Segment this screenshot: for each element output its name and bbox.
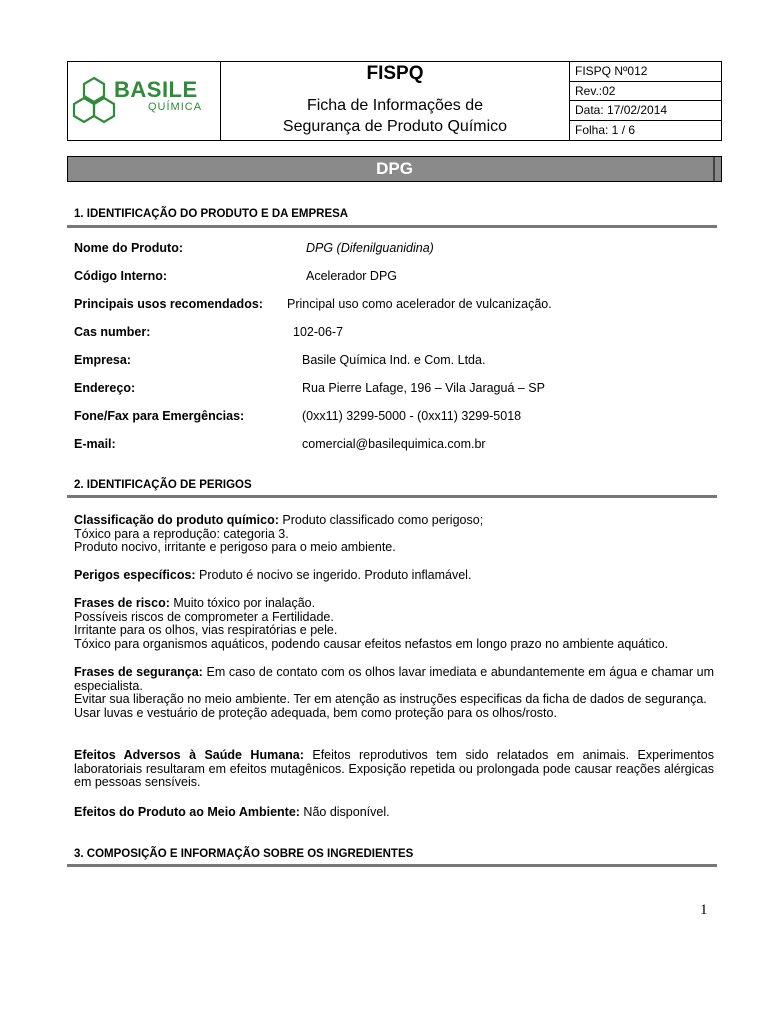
document-subtitle: [221, 95, 569, 137]
safety-phrases-paragraph: [74, 666, 714, 720]
value-address: Rua Pierre Lafage, 196 – Vila Jaraguá – SP: [302, 381, 545, 395]
safety-phrases-label: Frases de segurança:: [74, 665, 203, 679]
value-email: comercial@basilequimica.com.br: [302, 437, 486, 451]
revision-cell: [570, 62, 721, 140]
date: Data: 17/02/2014: [570, 101, 721, 121]
page-number: 1: [700, 902, 708, 918]
classification-text: Produto classificado como perigoso;: [278, 513, 484, 527]
document-number: FISPQ Nº012: [570, 62, 721, 82]
health-effects-label: Efeitos Adversos à Saúde Humana:: [74, 748, 304, 762]
risk-phrases-label: Frases de risco:: [74, 596, 170, 610]
value-cas-number: 102-06-7: [293, 325, 344, 339]
environment-effects-label: Efeitos do Produto ao Meio Ambiente:: [74, 805, 300, 819]
classification-paragraph: [74, 514, 714, 555]
label-main-uses: Principais usos recomendados:: [74, 297, 263, 311]
section-3-rule: [67, 864, 717, 867]
health-effects-paragraph: [74, 749, 714, 790]
document-title: FISPQ: [366, 63, 424, 84]
safety-phrases-text: Em caso de contato com os olhos lavar imediata e abundantemente em água e chamar um especialista.: [74, 665, 714, 693]
title-cell: [221, 62, 570, 140]
risk-phrases-text: Muito tóxico por inalação.: [169, 596, 316, 610]
classification-line-2: Tóxico para a reprodução: categoria 3.: [74, 526, 289, 541]
label-email: E-mail:: [74, 437, 116, 451]
revision: Rev.:02: [570, 82, 721, 102]
bar-edge: [713, 157, 715, 181]
label-product-name: Nome do Produto:: [74, 241, 184, 255]
section-2-title: 2. IDENTIFICAÇÃO DE PERIGOS: [74, 479, 252, 491]
value-main-uses: Principal uso como acelerador de vulcanização.: [287, 297, 552, 311]
product-name: DPG: [376, 159, 413, 178]
specific-hazards-paragraph: [74, 569, 714, 583]
logo-cell: [68, 62, 221, 140]
label-company: Empresa:: [74, 353, 131, 367]
value-product-name: DPG (Difenilguanidina): [306, 241, 434, 255]
section-1-rule: [67, 225, 717, 228]
label-internal-code: Código Interno:: [74, 269, 168, 283]
value-company: Basile Química Ind. e Com. Ltda.: [302, 353, 486, 367]
safety-line-3: Usar luvas e vestuário de proteção adequada, bem como proteção para os olhos/rosto.: [74, 705, 557, 720]
section-3-title: 3. COMPOSIÇÃO E INFORMAÇÃO SOBRE OS INGREDIENTES: [74, 848, 414, 860]
product-bar: [67, 156, 722, 182]
risk-line-3: Irritante para os olhos, vias respiratórias e pele.: [74, 623, 338, 637]
subtitle-line-2: Segurança de Produto Químico: [282, 118, 508, 135]
document-header: [67, 61, 722, 141]
risk-phrases-paragraph: [74, 597, 714, 651]
section-2-rule: [67, 495, 717, 498]
label-emergency-phone: Fone/Fax para Emergências:: [74, 409, 245, 423]
label-address: Endereço:: [74, 381, 136, 395]
environment-effects-text: Não disponível.: [299, 805, 390, 819]
health-effects-text: Efeitos reprodutivos tem sido relatados em animais. Experimentos laboratoriais resultaram em efeitos mutagênicos. Exposição repetida ou prolongada pode causar reações alérgicas em pessoas sensíveis.: [74, 748, 714, 789]
risk-line-2: Possíveis riscos de comprometer a Fertilidade.: [74, 609, 334, 624]
specific-hazards-label: Perigos específicos:: [74, 568, 196, 582]
subtitle-line-1: Ficha de Informações de: [306, 97, 484, 114]
sheet-number: Folha: 1 / 6: [575, 122, 636, 137]
section-1-title: 1. IDENTIFICAÇÃO DO PRODUTO E DA EMPRESA: [74, 208, 349, 220]
value-emergency-phone: (0xx11) 3299-5000 - (0xx11) 3299-5018: [302, 409, 522, 423]
classification-label: Classificação do produto químico:: [74, 513, 279, 527]
risk-line-4: Tóxico para organismos aquáticos, podendo causar efeitos nefastos em longo prazo no ambiente aquático.: [74, 636, 669, 651]
value-internal-code: Acelerador DPG: [306, 269, 398, 283]
basile-logo-icon: [72, 76, 116, 124]
logo-subtitle: QUÍMICA: [148, 101, 203, 113]
label-cas-number: Cas number:: [74, 325, 151, 339]
specific-hazards-text: Produto é nocivo se ingerido. Produto inflamável.: [195, 568, 472, 582]
classification-line-3: Produto nocivo, irritante e perigoso para o meio ambiente.: [74, 540, 396, 554]
environment-effects-paragraph: [74, 806, 714, 820]
safety-line-2: Evitar sua liberação no meio ambiente. Ter em atenção as instruções especificas da ficha de dados de segurança.: [74, 692, 707, 706]
logo-wordmark: BASILE: [114, 77, 198, 102]
